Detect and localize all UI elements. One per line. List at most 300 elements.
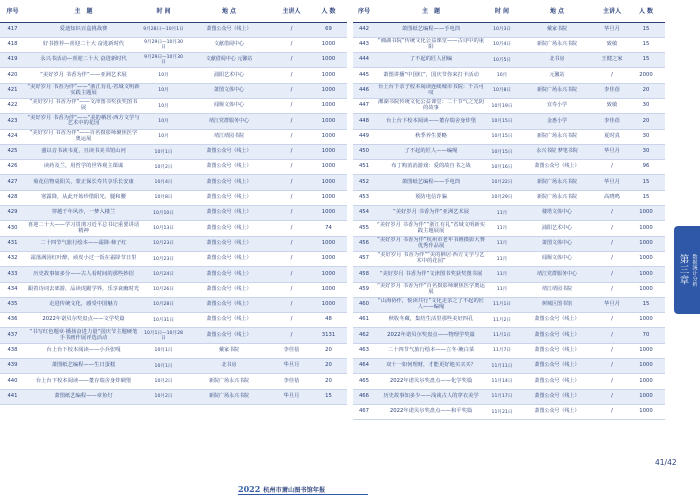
header-count: 人 数	[627, 0, 665, 22]
cell-no: 450	[353, 144, 375, 159]
cell-count: 96	[627, 160, 665, 175]
cell-count: 30	[627, 129, 665, 144]
cell-place: 新院广场永兴书院	[517, 83, 597, 98]
cell-topic: “美好岁月 书香为伴”百名摄影师聚焦医学奥运展	[375, 282, 487, 297]
chapter-side-tab[interactable]	[674, 226, 700, 314]
cell-time: 10月4日	[142, 175, 185, 190]
cell-count: 1000	[310, 114, 347, 129]
cell-place: 萧图公众号（线上）	[185, 221, 273, 236]
cell-speaker: 李佳蓓	[273, 343, 310, 358]
cell-count: 1000	[310, 297, 347, 312]
cell-no: 419	[0, 53, 25, 68]
cell-topic: 预防电信诈骗	[375, 190, 487, 205]
cell-topic: 永兴书活动—喜迎二十大 奋进新时代	[25, 53, 142, 68]
cell-speaker: /	[597, 313, 627, 328]
cell-speaker: /	[597, 404, 627, 419]
cell-place: 闻堰文体中心	[185, 98, 273, 113]
cell-no: 429	[0, 206, 25, 221]
table-row	[0, 282, 347, 297]
cell-time: 10月5日	[487, 53, 517, 68]
cell-no: 441	[0, 389, 25, 404]
cell-count: 1000	[310, 129, 347, 144]
cell-topic: 台上台下亲子校本阅读连续城市书院：千古可叹	[375, 83, 487, 98]
cell-place: 戴家书院	[517, 22, 597, 37]
table-row	[353, 98, 665, 113]
footer-year: 2022	[238, 484, 261, 494]
cell-place: 新院广场永兴书院	[517, 37, 597, 52]
table-row	[0, 359, 347, 374]
table-row	[353, 389, 665, 404]
cell-time: 11月	[487, 267, 517, 282]
cell-speaker: 华旦月	[273, 389, 310, 404]
cell-count: 1000	[627, 404, 665, 419]
cell-speaker: /	[597, 236, 627, 251]
cell-no: 443	[353, 37, 375, 52]
cell-count: 1000	[627, 389, 665, 404]
cell-count: 1000	[310, 68, 347, 83]
cell-time: 10月8日	[487, 83, 517, 98]
cell-time: 10月1日—10月28日	[142, 328, 185, 343]
cell-time: 9月28日—10月1日	[142, 22, 185, 37]
cell-time: 10月2日	[142, 160, 185, 175]
table-row	[0, 190, 347, 205]
cell-place: 萧图公众号（线上）	[517, 389, 597, 404]
cell-no: 439	[0, 359, 25, 374]
cell-no: 449	[353, 129, 375, 144]
cell-count: 15	[627, 37, 665, 52]
cell-topic: 2022年诺贝尔奖盘点——化学奖篇	[375, 374, 487, 389]
table-row	[0, 129, 347, 144]
cell-speaker: /	[273, 297, 310, 312]
cell-topic: “书写红色题章·播扬奋进力量”国庆节主题硬笔手书画作展评选活动	[25, 328, 142, 343]
cell-time: 11月	[487, 282, 517, 297]
cell-time: 10月4日	[487, 37, 517, 52]
cell-speaker: /	[597, 343, 627, 358]
cell-place: 宜寿小学	[517, 98, 597, 113]
cell-speaker: /	[597, 68, 627, 83]
cell-topic: “美好岁月 书香为伴”文津图书奖获奖图书展	[375, 267, 487, 282]
cell-no: 423	[0, 114, 25, 129]
table-row	[0, 251, 347, 266]
cell-count: 15	[627, 53, 665, 68]
cell-no: 422	[0, 98, 25, 113]
cell-place: 萧图公众号（线上）	[185, 282, 273, 297]
cell-topic: 二十四节气旅行绘本——霜降·柿子红	[25, 236, 142, 251]
cell-topic: 寒露降，从此开始珍惜阳光、腿和腰	[25, 190, 142, 205]
cell-time: 10月	[487, 68, 517, 83]
cell-no: 436	[0, 313, 25, 328]
page-number: 41/42	[655, 458, 677, 467]
cell-count: 1000	[627, 313, 665, 328]
cell-speaker: /	[273, 251, 310, 266]
cell-count: 20	[310, 374, 347, 389]
cell-place: 楼塔文体中心	[517, 206, 597, 221]
right-page	[353, 0, 665, 420]
cell-count: 1000	[627, 206, 665, 221]
cell-topic: “美好岁月 书香为伴”“浙江有礼”省域文明新实践主题展展	[375, 221, 487, 236]
cell-count: 1000	[310, 236, 347, 251]
cell-no: 444	[353, 53, 375, 68]
table-row	[353, 37, 665, 52]
cell-speaker: /	[273, 206, 310, 221]
cell-count: 1000	[310, 144, 347, 159]
cell-topic: 好书推荐—喜迎二十大 奋进新时代	[25, 37, 142, 52]
cell-topic: 喜迎二十大——学习贯彻习近平总书记重要讲话精神	[25, 221, 142, 236]
cell-topic: 二十四节气旅行绘本——立冬·腌白菜	[375, 343, 487, 358]
cell-no: 428	[0, 190, 25, 205]
cell-speaker: /	[597, 160, 627, 175]
cell-place: 萧图公众号（线上）	[185, 297, 273, 312]
table-row	[0, 206, 347, 221]
cell-time: 10月23日	[142, 251, 185, 266]
table-row	[353, 53, 665, 68]
cell-topic: 读药及兰，用哲学的世界观主课谋	[25, 160, 142, 175]
header-topic: 主 题	[25, 0, 142, 22]
cell-place: 萧图公众号（线上）	[185, 251, 273, 266]
table-row	[0, 22, 347, 37]
cell-no: 437	[0, 328, 25, 343]
cell-count: 1000	[310, 282, 347, 297]
cell-time: 11月1日	[487, 328, 517, 343]
cell-topic: 历史故事知多少——浅谈古人的穿衣美学	[375, 389, 487, 404]
table-row	[0, 297, 347, 312]
cell-no: 455	[353, 221, 375, 236]
header-time: 时 间	[487, 0, 517, 22]
cell-topic: “美好岁月 书香为伴”——文津图书奖获奖图书展	[25, 98, 142, 113]
cell-count: 30	[627, 144, 665, 159]
cell-no: 460	[353, 297, 375, 312]
cell-time: 10月	[142, 114, 185, 129]
cell-no: 421	[0, 83, 25, 98]
cell-count: 1000	[627, 251, 665, 266]
cell-count: 1000	[627, 267, 665, 282]
cell-place: 萧图公众号（线上）	[185, 175, 273, 190]
cell-no: 418	[0, 37, 25, 52]
cell-speaker: /	[273, 53, 310, 68]
table-row	[353, 144, 665, 159]
cell-place: 新院广场永兴书院	[517, 175, 597, 190]
cell-time: 11月21日	[487, 404, 517, 419]
cell-count: 1000	[310, 175, 347, 190]
cell-no: 452	[353, 175, 375, 190]
cell-topic: “湘湖书院”传统文化公益课堂——古诗中的重阳	[375, 37, 487, 52]
cell-count: 20	[310, 359, 347, 374]
cell-time: 10月16日	[487, 160, 517, 175]
activity-table-right	[353, 0, 665, 420]
table-row	[0, 68, 347, 83]
cell-no: 425	[0, 144, 25, 159]
cell-place: 新院广场永兴书院	[185, 389, 273, 404]
cell-count: 1000	[627, 236, 665, 251]
table-row	[353, 190, 665, 205]
table-row	[0, 114, 347, 129]
table-row	[0, 267, 347, 282]
table-row	[353, 129, 665, 144]
table-row	[353, 175, 665, 190]
cell-place: 靖江靖园书院	[517, 282, 597, 297]
cell-no: 438	[0, 343, 25, 358]
cell-no: 430	[0, 221, 25, 236]
cell-topic: 萧图纸艺编程——章鱼灯	[25, 389, 142, 404]
cell-count: 15	[627, 175, 665, 190]
table-row	[0, 83, 347, 98]
cell-count: 48	[310, 313, 347, 328]
cell-topic: 台上台下校本阅读——董存瑞舍身炸碉堡	[25, 374, 142, 389]
cell-speaker: /	[273, 313, 310, 328]
cell-topic: “美好岁月 书香为伴”——百名摄影师聚焦医学奥运展	[25, 129, 142, 144]
cell-speaker: /	[273, 83, 310, 98]
cell-topic: “美好岁月 书香为伴”“美的栖居·西方文学与艺术中的花园”	[375, 251, 487, 266]
cell-place: 萧图公众号（线上）	[185, 328, 273, 343]
cell-speaker: /	[273, 144, 310, 159]
cell-time: 10月1日	[142, 343, 185, 358]
cell-place: 萧图文体中心	[517, 236, 597, 251]
cell-no: 424	[0, 129, 25, 144]
table-row	[353, 313, 665, 328]
cell-no: 426	[0, 160, 25, 175]
table-row	[353, 328, 665, 343]
cell-place: 靖江党群服务中心	[185, 114, 273, 129]
table-row	[0, 221, 347, 236]
cell-no: 448	[353, 114, 375, 129]
cell-count: 1000	[310, 37, 347, 52]
cell-no: 420	[0, 68, 25, 83]
cell-count: 15	[627, 22, 665, 37]
cell-place: 萧图公众号（线上）	[185, 206, 273, 221]
cell-place: 戴家书院	[185, 343, 273, 358]
cell-no: 466	[353, 389, 375, 404]
cell-topic: 2022年诺贝尔奖盘点——物理学奖篇	[375, 328, 487, 343]
header-speaker: 主讲人	[273, 0, 310, 22]
cell-place: 新院广场永兴书院	[185, 374, 273, 389]
cell-speaker: 华旦月	[597, 22, 627, 37]
cell-no: 434	[0, 282, 25, 297]
cell-topic: “美好岁月 书香为伴”——亚洲艺术展	[25, 68, 142, 83]
cell-time: 10月22日	[487, 175, 517, 190]
cell-no: 432	[0, 251, 25, 266]
cell-topic: “山海协作，悦读共行”文化走亲之了不起的匠人——编绳	[375, 297, 487, 312]
cell-speaker: /	[273, 22, 310, 37]
cell-place: 浦阳艺术中心	[517, 221, 597, 236]
cell-place: 萧图公众号（线上）	[517, 404, 597, 419]
cell-count: 1000	[310, 83, 347, 98]
cell-no: 417	[0, 22, 25, 37]
cell-topic: 台上台下校本阅读——董存瑞舍身炸堡	[375, 114, 487, 129]
cell-speaker: 华旦月	[273, 359, 310, 374]
table-row	[0, 328, 347, 343]
header-place: 地 点	[517, 0, 597, 22]
header-time: 时 间	[142, 0, 185, 22]
cell-place: 永兴书院 梦笔书院	[517, 144, 597, 159]
cell-place: 萧图公众号（线上）	[517, 328, 597, 343]
table-row	[353, 160, 665, 175]
cell-topic: 萧图讲播“中国红”，国庆节你来打卡活动	[375, 68, 487, 83]
cell-topic: 萧图纸艺编程——手电筒	[375, 175, 487, 190]
table-row	[353, 251, 665, 266]
table-row	[0, 144, 347, 159]
cell-topic: 湘湖书院传统文化公益课堂：二十节气之光阴的故事	[375, 98, 487, 113]
cell-place: 萧图公众号（线上）	[517, 160, 597, 175]
cell-speaker: /	[273, 129, 310, 144]
cell-place: 萧图公众号（线上）	[185, 267, 273, 282]
cell-count: 1000	[627, 282, 665, 297]
cell-count: 1000	[310, 206, 347, 221]
chapter-title: 第三章	[677, 254, 689, 286]
cell-time: 10月	[142, 98, 185, 113]
cell-place: 萧图公众号（线上）	[185, 313, 273, 328]
cell-place: 树城区图书馆	[517, 297, 597, 312]
cell-time: 9月29日—10月30日	[142, 37, 185, 52]
table-header-row	[353, 0, 665, 22]
table-row	[0, 374, 347, 389]
table-row	[0, 343, 347, 358]
table-row	[0, 160, 347, 175]
cell-time: 11月2日	[487, 313, 517, 328]
cell-topic: “美好岁月 书香为伴”杭州市老年书画摄影大赛优秀作品展	[375, 236, 487, 251]
cell-speaker: 华旦月	[597, 297, 627, 312]
cell-count: 70	[627, 328, 665, 343]
table-row	[353, 68, 665, 83]
cell-count: 15	[627, 190, 665, 205]
cell-place: 萧图公众号（线上）	[517, 343, 597, 358]
cell-topic: 霜落满园红叶醉，顽皮小过一饭在霜降节日里	[25, 251, 142, 266]
cell-topic: 双十一如何理财，才能更好地买买买？	[375, 359, 487, 374]
table-row	[0, 98, 347, 113]
cell-time: 10月	[142, 68, 185, 83]
cell-topic: “美好岁月 书香为伴”亚洲艺术展	[375, 206, 487, 221]
cell-no: 451	[353, 160, 375, 175]
cell-count: 1000	[627, 359, 665, 374]
cell-topic: 了不起的匠人——编绳	[375, 144, 487, 159]
cell-time: 10月15日	[487, 114, 517, 129]
chapter-subtitle: 数据统计分析	[691, 253, 698, 287]
footer	[238, 484, 325, 494]
footer-divider	[238, 494, 368, 495]
cell-no: 463	[353, 343, 375, 358]
cell-no: 454	[353, 206, 375, 221]
cell-speaker: 致敏	[597, 37, 627, 52]
activity-table-left	[0, 0, 347, 405]
cell-time: 10月2日	[142, 374, 185, 389]
cell-speaker: /	[597, 221, 627, 236]
cell-speaker: 李佳蓓	[597, 114, 627, 129]
cell-topic: 2022年诺贝尔奖盘点——文学奖篇	[25, 313, 142, 328]
cell-time: 10月13日	[142, 221, 185, 236]
cell-topic: 穿越千年风沙，一梦入楼兰	[25, 206, 142, 221]
cell-topic: 跟着诗词去郊游，品读虎踞学界，乐享衰幽时光	[25, 282, 142, 297]
cell-time: 10月15日	[487, 129, 517, 144]
cell-time: 10月	[142, 129, 185, 144]
cell-no: 457	[353, 251, 375, 266]
cell-speaker: 李佳蓓	[273, 374, 310, 389]
cell-time: 10月15日	[487, 144, 517, 159]
table-row	[353, 359, 665, 374]
header-place: 地 点	[185, 0, 273, 22]
left-page	[0, 0, 347, 405]
cell-place: 萧图文体中心	[185, 83, 273, 98]
cell-speaker: /	[273, 160, 310, 175]
cell-time: 10月3日	[487, 22, 517, 37]
cell-time: 10月23日	[142, 236, 185, 251]
cell-time: 11月	[487, 236, 517, 251]
cell-topic: 历史故事如多分——古人看时间的那些妙招	[25, 267, 142, 282]
cell-time: 10月	[142, 83, 185, 98]
cell-count: 15	[310, 389, 347, 404]
table-row	[353, 206, 665, 221]
cell-speaker: /	[273, 267, 310, 282]
table-row	[0, 313, 347, 328]
header-no: 序号	[0, 0, 25, 22]
footer-title: 杭州市萧山图书馆年报	[263, 486, 326, 494]
cell-no: 461	[353, 313, 375, 328]
cell-count: 20	[627, 83, 665, 98]
cell-place: 金惠小学	[517, 114, 597, 129]
table-row	[353, 282, 665, 297]
cell-speaker: /	[597, 359, 627, 374]
table-row	[353, 267, 665, 282]
cell-no: 467	[353, 404, 375, 419]
cell-place: 北书房	[185, 359, 273, 374]
table-row	[353, 343, 665, 358]
cell-speaker: /	[273, 98, 310, 113]
cell-place: 萧图公众号（线上）	[517, 374, 597, 389]
cell-count: 1000	[627, 374, 665, 389]
cell-place: 萧图公众号（线上）	[517, 313, 597, 328]
cell-no: 464	[353, 359, 375, 374]
header-count: 人 数	[310, 0, 347, 22]
cell-count: 30	[627, 98, 665, 113]
cell-place: 北书房	[517, 53, 597, 68]
cell-no: 462	[353, 328, 375, 343]
cell-topic: 秋季养生要略	[375, 129, 487, 144]
cell-speaker: /	[597, 374, 627, 389]
cell-time: 10月10日	[142, 206, 185, 221]
cell-time: 10月1日	[142, 144, 185, 159]
table-row	[0, 37, 347, 52]
cell-count: 20	[310, 343, 347, 358]
cell-speaker: /	[273, 114, 310, 129]
table-row	[0, 53, 347, 68]
cell-place: 新院广场永兴书院	[517, 190, 597, 205]
cell-speaker: 李佳蓓	[597, 83, 627, 98]
table-row	[0, 175, 347, 190]
cell-speaker: /	[273, 68, 310, 83]
cell-time: 11月7日	[487, 343, 517, 358]
cell-no: 459	[353, 282, 375, 297]
table-row	[353, 236, 665, 251]
cell-speaker: /	[273, 282, 310, 297]
cell-time: 11月11日	[487, 359, 517, 374]
cell-time: 11月	[487, 206, 517, 221]
cell-place: 闻堰文体中心	[517, 251, 597, 266]
header-no: 序号	[353, 0, 375, 22]
cell-time: 10月31日	[142, 313, 185, 328]
cell-speaker: /	[597, 389, 627, 404]
cell-speaker: 王健之家	[597, 53, 627, 68]
cell-topic: 了不起的匠人团编	[375, 53, 487, 68]
cell-time: 10月24日	[142, 267, 185, 282]
cell-speaker: 华旦月	[597, 175, 627, 190]
cell-place: 萧图公众号（线上）	[517, 359, 597, 374]
cell-speaker: /	[273, 37, 310, 52]
cell-no: 440	[0, 374, 25, 389]
table-header-row	[0, 0, 347, 22]
cell-no: 435	[0, 297, 25, 312]
cell-topic: 台上台下校本阅读——小兵张嘎	[25, 343, 142, 358]
cell-time: 10月8日	[142, 190, 185, 205]
cell-speaker: /	[597, 328, 627, 343]
cell-count: 69	[310, 22, 347, 37]
